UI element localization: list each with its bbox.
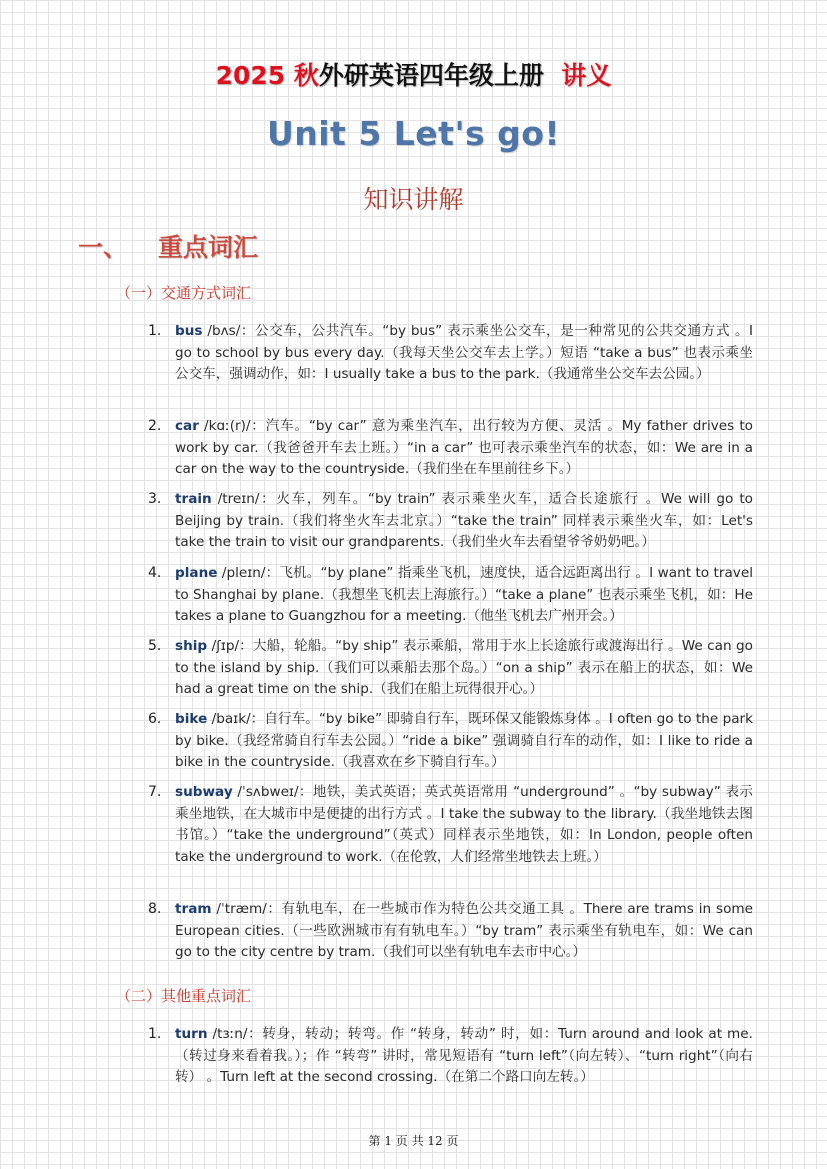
item-number: 5. (148, 638, 162, 654)
vocab-explanation: /treɪn/：火车，列车。“by train” 表示乘坐火车，适合长途旅行 。We will go to Beijing by train.（我们将坐火车去北京。）“take the train” 同样表示乘坐火车，如：Let's take the train to visit our grandparents.（我们坐火车去看望爷爷奶奶吧。） (175, 491, 753, 550)
vocab-explanation: /tɜːn/：转身，转动；转弯。作 “转身，转动” 时，如：Turn around and look at me.（转过身来看着我。）；作 “转弯” 讲时，常见短语有 “turn left”（向左转）、“turn right”（向右转） 。Turn left at the second crossing.（在第二个路口向左转。） (175, 1026, 753, 1085)
unit-title: Unit 5 Let's go! (266, 114, 561, 153)
subsection-heading-other: （二）其他重点词汇 (116, 987, 252, 1005)
section-title: 知识讲解 (363, 185, 464, 214)
list-item (148, 782, 753, 868)
list-item (148, 899, 753, 964)
vocab-explanation: /bʌs/：公交车，公共汽车。“by bus” 表示乘坐公交车，是一种常见的公共交通方式 。I go to school by bus every day.（我每天坐公交车去上学。）短语 “take a bus” 也表示乘坐公交车，强调动作，如：I usually take a bus to the park.（我通常坐公交车去公园。） (175, 323, 753, 382)
subsection-heading-transport: （一）交通方式词汇 (116, 284, 252, 302)
vocab-word: turn (175, 1026, 208, 1042)
document-title (0, 56, 827, 92)
list-item (148, 489, 753, 554)
title-year: 2025 秋 (215, 61, 319, 90)
vocab-word: bike (175, 711, 208, 727)
vocab-explanation: /kɑː(r)/：汽车。“by car” 意为乘坐汽车，出行较为方便、灵活 。My father drives to work by car.（我爸爸开车去上班。）“in a car” 也可表示乘坐汽车的状态，如：We are in a car on the way to the countryside.（我们坐在车里前往乡下。） (175, 418, 753, 477)
list-item (148, 636, 753, 701)
vocab-word: car (175, 418, 199, 434)
list-item (148, 321, 753, 386)
title-suffix: 讲义 (561, 61, 612, 90)
item-number: 1. (148, 323, 162, 339)
item-number: 7. (148, 784, 162, 800)
title-course: 外研英语四年级上册 (318, 61, 544, 90)
list-item (148, 709, 753, 774)
vocab-word: tram (175, 901, 212, 917)
vocab-explanation: /ˈtræm/：有轨电车，在一些城市作为特色公共交通工具 。There are trams in some European cities.（一些欧洲城市有有轨电车。）“by tram” 表示乘坐有轨电车，如：We can go to the city centre by tram.（我们可以坐有轨电车去市中心。） (175, 901, 753, 960)
item-number: 6. (148, 711, 162, 727)
vocab-word: plane (175, 565, 218, 581)
item-number: 8. (148, 901, 162, 917)
vocab-word: bus (175, 323, 203, 339)
item-number: 4. (148, 565, 162, 581)
vocab-word: ship (175, 638, 208, 654)
part-number: 一、 (78, 233, 129, 262)
page-number: 第 1 页 共 12 页 (368, 1134, 459, 1148)
list-item (148, 563, 753, 628)
part-heading (78, 228, 258, 264)
part-title: 重点词汇 (158, 233, 259, 262)
vocab-explanation: /baɪk/：自行车。“by bike” 即骑自行车，既环保又能锻炼身体 。I often go to the park by bike.（我经常骑自行车去公园。）“ride a bike” 强调骑自行车的动作，如：I like to ride a bike in the countryside.（我喜欢在乡下骑自行车。） (175, 711, 753, 770)
vocab-explanation: /pleɪn/：飞机。“by plane” 指乘坐飞机，速度快，适合远距离出行 。I want to travel to Shanghai by plane.（我想坐飞机去上海旅行。）“take a plane” 也表示乘坐飞机，如：He takes a plane to Guangzhou for a meeting.（他坐飞机去广州开会。） (175, 565, 753, 624)
list-item (148, 416, 753, 481)
item-number: 3. (148, 491, 162, 507)
item-number: 1. (148, 1026, 162, 1042)
list-item (148, 1024, 753, 1089)
vocab-word: train (175, 491, 212, 507)
vocab-explanation: /ˈsʌbweɪ/：地铁，美式英语；英式英语常用 “underground” 。“by subway” 表示乘坐地铁，在大城市中是便捷的出行方式 。I take the subway to the library.（我坐地铁去图书馆。）“take the underground”（英式）同样表示坐地铁，如：In London, people often take the underground to work.（在伦敦，人们经常坐地铁去上班。） (175, 784, 753, 865)
item-number: 2. (148, 418, 162, 434)
vocab-explanation: /ʃɪp/：大船，轮船。“by ship” 表示乘船，常用于水上长途旅行或渡海出行 。We can go to the island by ship.（我们可以乘船去那个岛。）“on a ship” 表示在船上的状态，如：We had a great time on the ship.（我们在船上玩得很开心。） (175, 638, 753, 697)
vocab-word: subway (175, 784, 233, 800)
